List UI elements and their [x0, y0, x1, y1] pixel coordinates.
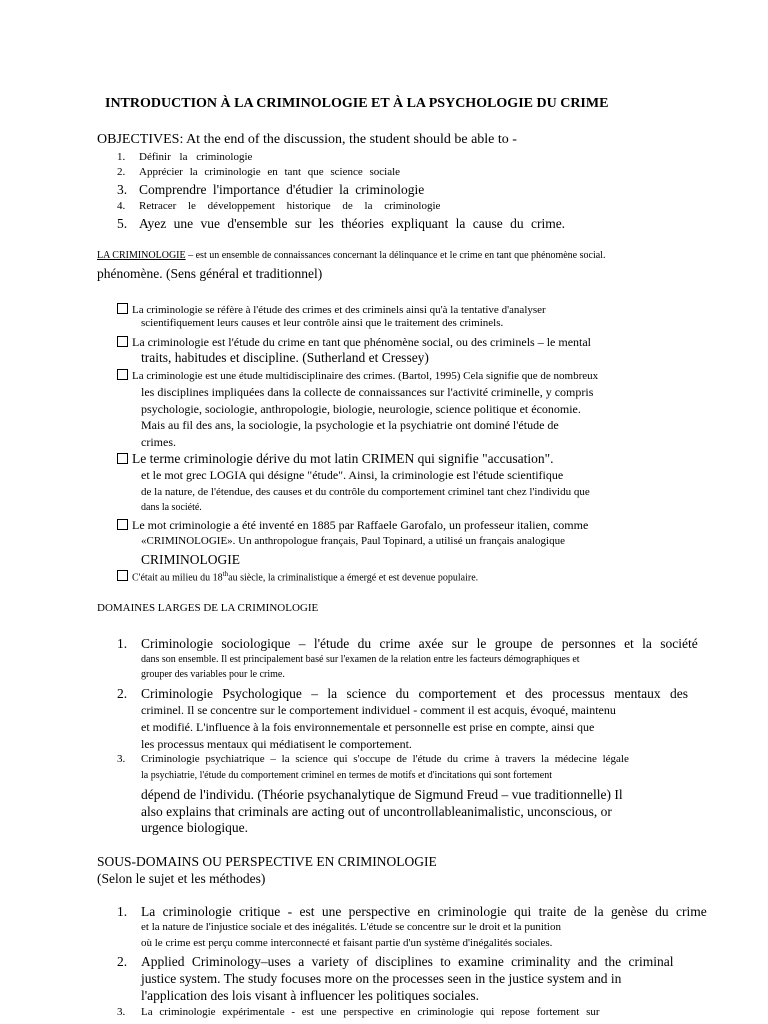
- bullet-paragraph: La criminologie se réfère à l'étude des crimes et des criminels ainsi qu'à la tentative d'analyser: [117, 303, 546, 316]
- list-item-number: 2.: [117, 686, 128, 701]
- list-item-line: Criminologie Psychologique – la science du comportement et des processus mentaux des: [141, 686, 689, 701]
- list-item-number: 1.: [117, 636, 128, 651]
- definition-continuation: phénomène. (Sens général et traditionnel): [97, 266, 323, 281]
- list-item-number: 3.: [117, 1006, 126, 1018]
- list-item-line: justice system. The study focuses more on the processes seen in the justice system and in: [141, 971, 622, 986]
- definition-term: LA CRIMINOLOGIE: [97, 250, 186, 261]
- list-item-number: 3.: [117, 753, 126, 765]
- bullet-line: «CRIMINOLOGIE». Un anthropologue français, Paul Topinard, a utilisé un français analogique: [141, 535, 565, 547]
- definition-line: LA CRIMINOLOGIE – est un ensemble de connaissances concernant la délinquance et le crime en tant que phénomène social.: [97, 250, 606, 261]
- list-item-line: et la nature de l'injustice sociale et des inégalités. L'étude se concentre sur le droit et la punition: [141, 921, 561, 933]
- bullet-paragraph: Le terme criminologie dérive du mot latin CRIMEN qui signifie "accusation".: [117, 451, 554, 467]
- section-heading: DOMAINES LARGES DE LA CRIMINOLOGIE: [97, 602, 319, 614]
- checkbox-bullet-icon: [117, 336, 128, 347]
- list-item-number: 2.: [117, 954, 128, 969]
- list-item-line: La criminologie expérimentale - est une perspective en criminologie qui repose fortement sur: [141, 1006, 600, 1018]
- objective-item: 3. Comprendre l'importance d'étudier la criminologie: [117, 182, 425, 197]
- checkbox-bullet-icon: [117, 369, 128, 380]
- section-subheading: (Selon le sujet et les méthodes): [97, 871, 266, 886]
- bullet-line: les disciplines impliquées dans la collecte de connaissances sur l'activité criminelle, y compris: [141, 385, 594, 399]
- bullet-line: crimes.: [141, 435, 176, 449]
- list-item-line: grouper des variables pour le crime.: [141, 669, 285, 680]
- list-item-line: La criminologie critique - est une perspective en criminologie qui traite de la genèse du crime: [141, 904, 707, 919]
- objective-item: 5. Ayez une vue d'ensemble sur les théories expliquant la cause du crime.: [117, 216, 566, 231]
- bullet-line: CRIMINOLOGIE: [141, 552, 240, 567]
- list-item-line: l'application des lois visant à influencer les politiques sociales.: [141, 988, 479, 1003]
- bullet-line: psychologie, sociologie, anthropologie, biologie, neurologie, science politique et économie.: [141, 402, 581, 416]
- list-item-line: dans son ensemble. Il est principalement basé sur l'examen de la relation entre les facteurs démographiques et: [141, 654, 580, 665]
- list-item-line: Applied Criminology–uses a variety of disciplines to examine criminality and the criminal: [141, 954, 674, 969]
- bullet-line: et le mot grec LOGIA qui désigne "étude". Ainsi, la criminologie est l'étude scientifique: [141, 468, 564, 482]
- bullet-line: de la nature, de l'étendue, des causes et du contrôle du comportement criminel tant chez l'individu que: [141, 486, 590, 498]
- list-item-line: Criminologie psychiatrique – la science qui s'occupe de l'étude du crime à travers la médecine légale: [141, 753, 629, 765]
- list-item-line: où le crime est perçu comme interconnecté et faisant partie d'un système d'inégalités sociales.: [141, 937, 553, 949]
- bullet-line: Mais au fil des ans, la sociologie, la psychologie et la psychiatrie ont dominé l'étude de: [141, 418, 559, 432]
- list-item-line: les processus mentaux qui médiatisent le comportement.: [141, 737, 412, 751]
- bullet-paragraph: La criminologie est une étude multidisciplinaire des crimes. (Bartol, 1995) Cela signifie que de nombreux: [117, 369, 598, 382]
- bullet-line: traits, habitudes et discipline. (Sutherland et Cressey): [141, 350, 429, 365]
- list-item-line: criminel. Il se concentre sur le comportement individuel - comment il est acquis, évoqué, maintenu: [141, 703, 616, 717]
- document-title: INTRODUCTION À LA CRIMINOLOGIE ET À LA PSYCHOLOGIE DU CRIME: [105, 96, 609, 111]
- bullet-line: dans la société.: [141, 502, 202, 513]
- list-item-line: et modifié. L'influence à la fois environnementale et personnelle est prise en compte, ainsi que: [141, 720, 595, 734]
- checkbox-bullet-icon: [117, 453, 128, 464]
- objective-item: 1. Définir la criminologie: [117, 151, 253, 163]
- list-item-number: 1.: [117, 904, 128, 919]
- list-item-line: urgence biologique.: [141, 820, 248, 835]
- list-item-line: la psychiatrie, l'étude du comportement criminel en termes de motifs et d'incitations qui sont fortement: [141, 770, 552, 781]
- checkbox-bullet-icon: [117, 303, 128, 314]
- objective-item: 4. Retracer le développement historique de la criminologie: [117, 200, 441, 212]
- checkbox-bullet-icon: [117, 570, 128, 581]
- section-heading: SOUS-DOMAINS OU PERSPECTIVE EN CRIMINOLOGIE: [97, 854, 437, 869]
- bullet-paragraph: Le mot criminologie a été inventé en 1885 par Raffaele Garofalo, un professeur italien, comme: [117, 518, 588, 533]
- list-item-line: dépend de l'individu. (Théorie psychanalytique de Sigmund Freud – vue traditionnelle) Il: [141, 787, 623, 802]
- bullet-line: scientifiquement leurs causes et leur contrôle ainsi que le traitement des criminels.: [141, 317, 504, 329]
- bullet-paragraph: C'était au milieu du 18thau siècle, la criminalistique a émergé et est devenue populaire.: [117, 570, 478, 583]
- list-item-line: also explains that criminals are acting out of uncontrollableanimalistic, unconscious, or: [141, 804, 612, 819]
- objectives-lead: OBJECTIVES: At the end of the discussion, the student should be able to -: [97, 132, 517, 147]
- bullet-paragraph: La criminologie est l'étude du crime en tant que phénomène social, ou des criminels – le mental: [117, 335, 591, 350]
- list-item-line: Criminologie sociologique – l'étude du crime axée sur le groupe de personnes et la société: [141, 636, 698, 651]
- objective-item: 2. Apprécier la criminologie en tant que science sociale: [117, 166, 401, 178]
- checkbox-bullet-icon: [117, 519, 128, 530]
